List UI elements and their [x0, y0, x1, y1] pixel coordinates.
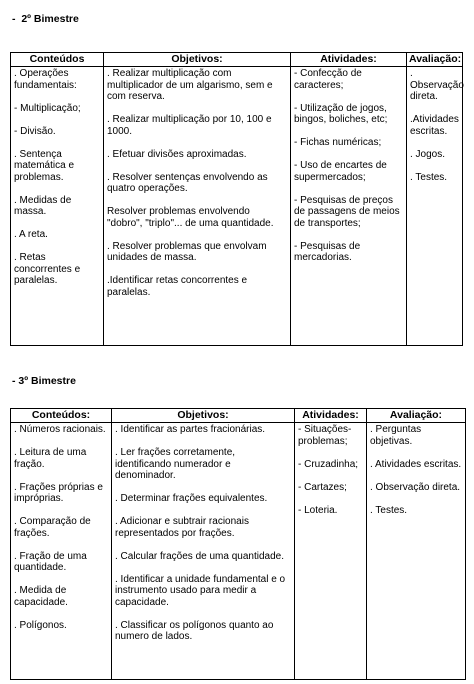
- list-item: . Medida de capacidade.: [14, 585, 68, 608]
- list-item: . Classificar os polígonos quanto ao numero de lados.: [115, 619, 274, 642]
- list-item: . Jogos.: [410, 148, 446, 160]
- cell-objetivos: [104, 67, 291, 346]
- header-objetivos: Objetivos:: [104, 53, 291, 67]
- cell-atividades: [295, 423, 367, 680]
- list-item: Resolver problemas envolvendo "dobro", "triplo"... de uma quantidade.: [107, 206, 274, 229]
- list-item: . Determinar frações equivalentes.: [115, 493, 268, 504]
- list-item: . Perguntas objetivas.: [370, 424, 422, 447]
- list-item: . Operações fundamentais:: [14, 68, 77, 91]
- list-item: - Cartazes;: [298, 481, 347, 493]
- list-item: . Ler frações corretamente, identificando numerador e denominador.: [115, 447, 236, 481]
- list-item: . Identificar a unidade fundamental e o instrumento usado para medir a capacidade.: [115, 573, 286, 608]
- list-item: . Sentença matemática e problemas.: [14, 148, 75, 183]
- list-item: - Uso de encartes de supermercados;: [294, 160, 387, 183]
- list-item: . Polígonos.: [14, 619, 67, 631]
- list-item: - Situações-problemas;: [298, 424, 352, 447]
- list-item: - Utilização de jogos, bingos, boliches, etc;: [294, 102, 388, 125]
- list-item: - Multiplicação;: [14, 102, 81, 114]
- header-atividades: Atividades:: [291, 53, 407, 67]
- list-item: . Efetuar divisões aproximadas.: [107, 148, 247, 160]
- list-item: . A reta.: [14, 229, 48, 240]
- list-item: . Identificar as partes fracionárias.: [115, 424, 266, 435]
- list-item: - Pesquisas de preços de passagens de meios de transportes;: [294, 194, 400, 229]
- list-item: . Atividades escritas.: [370, 458, 462, 470]
- header-conteudos: Conteúdos: [11, 53, 104, 67]
- section-title-3-bimestre: - 3º Bimestre: [12, 375, 76, 387]
- table-3-bimestre: [10, 408, 466, 680]
- list-item: . Calcular frações de uma quantidade.: [115, 550, 284, 562]
- cell-atividades: [291, 67, 407, 346]
- header-atividades: Atividades:: [295, 409, 367, 423]
- header-conteudos: Conteúdos:: [11, 409, 112, 423]
- list-item: . Adicionar e subtrair racionais representados por frações.: [115, 516, 249, 539]
- list-item: .Identificar retas concorrentes e paralelas.: [107, 275, 248, 298]
- header-objetivos: Objetivos:: [112, 409, 295, 423]
- cell-objetivos: [112, 423, 295, 680]
- list-item: . Realizar multiplicação com multiplicador de um algarismo, sem e com reserva.: [107, 68, 273, 102]
- list-item: . Leitura de uma fração.: [14, 447, 87, 470]
- list-item: - Fichas numéricas;: [294, 137, 382, 148]
- list-item: . Resolver sentenças envolvendo as quatro operações.: [107, 171, 268, 194]
- list-item: - Confecção de caracteres;: [294, 68, 362, 91]
- list-item: . Comparação de frações.: [14, 516, 91, 539]
- list-item: . Observação direta.: [410, 68, 464, 102]
- list-item: . Frações próprias e impróprias.: [14, 481, 103, 504]
- list-item: . Observação direta.: [370, 481, 461, 493]
- cell-conteudos: [11, 67, 104, 346]
- list-item: .Atividades escritas.: [410, 114, 459, 137]
- list-item: . Testes.: [410, 171, 448, 183]
- cell-conteudos: [11, 423, 112, 680]
- table-2-bimestre: [10, 52, 463, 346]
- list-item: - Divisão.: [14, 125, 56, 137]
- cell-avaliacao: [367, 423, 466, 680]
- list-item: . Números racionais.: [14, 424, 106, 435]
- list-item: - Pesquisas de mercadorias.: [294, 240, 361, 263]
- table-header-row: [11, 53, 463, 67]
- list-item: . Retas concorrentes e paralelas.: [14, 252, 81, 286]
- header-avaliacao: Avaliação:: [367, 409, 466, 423]
- table-row: [11, 423, 466, 680]
- table-row: [11, 67, 463, 346]
- list-item: . Medidas de massa.: [14, 194, 72, 217]
- list-item: . Testes.: [370, 504, 408, 516]
- header-avaliacao: Avaliação:: [407, 53, 463, 67]
- table-header-row: [11, 409, 466, 423]
- list-item: - Loteria.: [298, 504, 338, 516]
- cell-avaliacao: [407, 67, 463, 346]
- list-item: . Fração de uma quantidade.: [14, 550, 87, 573]
- section-title-2-bimestre: - 2º Bimestre: [12, 13, 79, 25]
- list-item: . Realizar multiplicação por 10, 100 e 1000.: [107, 114, 272, 137]
- list-item: - Cruzadinha;: [298, 458, 359, 470]
- list-item: . Resolver problemas que envolvam unidades de massa.: [107, 240, 267, 263]
